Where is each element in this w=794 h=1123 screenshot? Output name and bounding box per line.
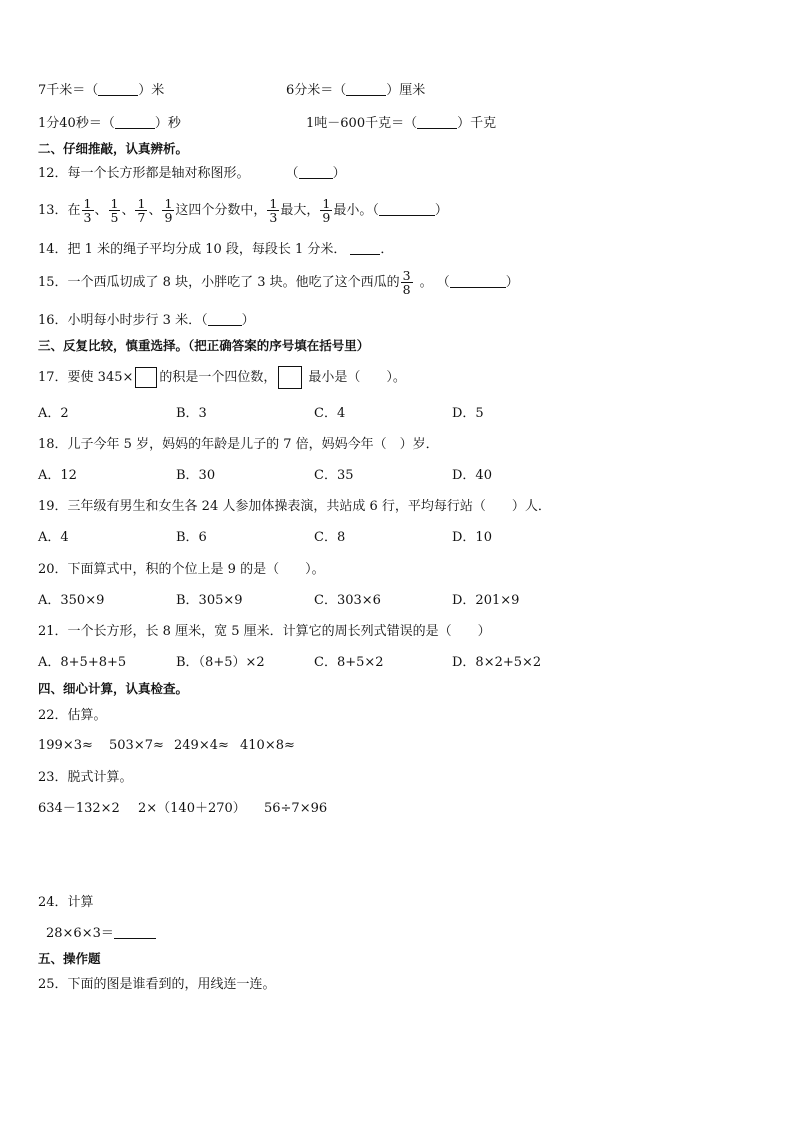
numerator: 1 bbox=[137, 196, 146, 211]
answer-blank[interactable] bbox=[299, 166, 333, 179]
conversion-label: 1吨－600千克＝（ bbox=[306, 116, 418, 131]
question-text: 最小。（ bbox=[333, 203, 379, 218]
estimate-item: 503×7≈ bbox=[109, 738, 164, 753]
question-16 bbox=[38, 313, 255, 329]
section-5-title: 五、操作题 bbox=[38, 951, 101, 966]
question-12 bbox=[38, 166, 346, 182]
option-c[interactable]: C．4 bbox=[314, 406, 346, 421]
question-text: ． bbox=[380, 242, 394, 257]
denominator: 7 bbox=[137, 210, 146, 225]
section-3-title: 三、反复比较，慎重选择。（把正确答案的序号填在括号里） bbox=[38, 338, 370, 353]
option-a[interactable]: A．12 bbox=[38, 468, 77, 483]
separator: 、 bbox=[121, 203, 135, 218]
answer-blank[interactable] bbox=[98, 83, 138, 96]
question-13 bbox=[38, 194, 448, 228]
option-d[interactable]: D．201×9 bbox=[452, 593, 520, 608]
fraction bbox=[267, 197, 279, 224]
question-text: 。 （ bbox=[419, 275, 450, 290]
conversion-ton bbox=[306, 116, 496, 132]
question-text: 这四个分数中， bbox=[175, 203, 267, 218]
section-4-title: 四、细心计算，认真检查。 bbox=[38, 681, 189, 696]
estimate-item: 199×3≈ bbox=[38, 738, 93, 753]
option-b[interactable]: B．6 bbox=[176, 530, 207, 545]
question-text: 17．要使 345× bbox=[38, 370, 134, 385]
section-2-title: 二、仔细推敲，认真辨析。 bbox=[38, 141, 189, 156]
question-text: 14．把 1 米的绳子平均分成 10 段，每段长 1 分米． bbox=[38, 242, 347, 257]
fraction bbox=[109, 197, 121, 224]
question-21: 21．一个长方形，长 8 厘米，宽 5 厘米．计算它的周长列式错误的是（ ） bbox=[38, 624, 491, 639]
question-20: 20．下面算式中，积的个位上是 9 的是（ ）。 bbox=[38, 562, 325, 577]
option-c[interactable]: C．35 bbox=[314, 468, 354, 483]
conversion-unit: ）米 bbox=[138, 83, 165, 98]
question-text: 的积是一个四位数， bbox=[159, 370, 277, 385]
option-b[interactable]: B．30 bbox=[176, 468, 216, 483]
question-text: 最大， bbox=[280, 203, 320, 218]
question-25: 25．下面的图是谁看到的，用线连一连。 bbox=[38, 977, 276, 992]
denominator: 9 bbox=[164, 210, 173, 225]
option-d[interactable]: D．10 bbox=[452, 530, 492, 545]
question-14 bbox=[38, 242, 393, 258]
option-c[interactable]: C．303×6 bbox=[314, 593, 381, 608]
option-b[interactable]: B．305×9 bbox=[176, 593, 243, 608]
option-d[interactable]: D．40 bbox=[452, 468, 492, 483]
fraction bbox=[82, 197, 94, 224]
bracket-close: ） bbox=[332, 166, 346, 181]
expression: 28×6×3＝ bbox=[46, 926, 114, 941]
conversion-label: 6分米＝（ bbox=[286, 83, 347, 98]
answer-blank[interactable] bbox=[346, 83, 386, 96]
numerator: 1 bbox=[110, 196, 119, 211]
fraction bbox=[401, 269, 413, 296]
option-a[interactable]: A．8+5+8+5 bbox=[38, 655, 127, 670]
denominator: 5 bbox=[110, 210, 119, 225]
conversion-unit: ）秒 bbox=[154, 116, 181, 131]
bracket-close: ） bbox=[505, 275, 519, 290]
calc-item: 634－132×2 bbox=[38, 801, 120, 816]
question-23-title: 23．脱式计算。 bbox=[38, 770, 133, 785]
option-d[interactable]: D．5 bbox=[452, 406, 484, 421]
bracket-open: （ bbox=[285, 166, 299, 181]
numerator: 1 bbox=[83, 196, 92, 211]
denominator: 3 bbox=[83, 210, 92, 225]
denominator: 3 bbox=[269, 210, 278, 225]
question-text: 最小是（ ）。 bbox=[308, 370, 406, 385]
option-c[interactable]: C．8+5×2 bbox=[314, 655, 384, 670]
numerator: 1 bbox=[164, 196, 173, 211]
conversion-dm bbox=[286, 83, 425, 99]
estimate-item: 410×8≈ bbox=[240, 738, 295, 753]
fraction bbox=[135, 197, 147, 224]
answer-blank[interactable] bbox=[115, 116, 155, 129]
answer-blank[interactable] bbox=[379, 203, 435, 216]
blank-box[interactable] bbox=[278, 366, 302, 389]
question-19: 19．三年级有男生和女生各 24 人参加体操表演，共站成 6 行，平均每行站（ ）人． bbox=[38, 499, 551, 514]
denominator: 8 bbox=[402, 282, 411, 297]
option-a[interactable]: A．350×9 bbox=[38, 593, 105, 608]
calc-item: 2×（140＋270） bbox=[138, 801, 246, 816]
conversion-label: 7千米＝（ bbox=[38, 83, 99, 98]
answer-blank[interactable] bbox=[350, 242, 380, 255]
conversion-km bbox=[38, 83, 164, 99]
answer-blank[interactable] bbox=[417, 116, 457, 129]
question-17 bbox=[38, 366, 406, 390]
question-text: 12．每一个长方形都是轴对称图形。 bbox=[38, 166, 250, 181]
conversion-unit: ）厘米 bbox=[386, 83, 426, 98]
fraction bbox=[320, 197, 332, 224]
conversion-label: 1分40秒＝（ bbox=[38, 116, 115, 131]
option-d[interactable]: D．8×2+5×2 bbox=[452, 655, 542, 670]
separator: 、 bbox=[94, 203, 108, 218]
numerator: 1 bbox=[322, 196, 331, 211]
question-22-title: 22．估算。 bbox=[38, 708, 107, 723]
bracket-close: ） bbox=[241, 313, 255, 328]
question-24-title: 24．计算 bbox=[38, 895, 94, 910]
conversion-min bbox=[38, 116, 181, 132]
question-15 bbox=[38, 266, 519, 300]
fraction bbox=[162, 197, 174, 224]
separator: 、 bbox=[148, 203, 162, 218]
numerator: 1 bbox=[269, 196, 278, 211]
denominator: 9 bbox=[322, 210, 331, 225]
conversion-unit: ）千克 bbox=[457, 116, 497, 131]
answer-blank[interactable] bbox=[114, 926, 156, 939]
blank-box[interactable] bbox=[135, 367, 157, 388]
option-b[interactable]: B．3 bbox=[176, 406, 207, 421]
option-a[interactable]: A．4 bbox=[38, 530, 69, 545]
answer-blank[interactable] bbox=[450, 275, 506, 288]
option-b[interactable]: B．（8+5）×2 bbox=[176, 655, 265, 670]
option-a[interactable]: A．2 bbox=[38, 406, 69, 421]
numerator: 3 bbox=[402, 268, 411, 283]
option-c[interactable]: C．8 bbox=[314, 530, 346, 545]
calc-item: 56÷7×96 bbox=[264, 801, 328, 816]
question-text: 16．小明每小时步行 3 米．（ bbox=[38, 313, 208, 328]
estimate-item: 249×4≈ bbox=[174, 738, 229, 753]
question-text: 15．一个西瓜切成了 8 块，小胖吃了 3 块。他吃了这个西瓜的 bbox=[38, 275, 400, 290]
answer-blank[interactable] bbox=[208, 313, 242, 326]
question-18: 18．儿子今年 5 岁，妈妈的年龄是儿子的 7 倍，妈妈今年（ ）岁． bbox=[38, 437, 439, 452]
question-24-expr bbox=[46, 926, 156, 942]
bracket-close: ） bbox=[434, 203, 448, 218]
question-text: 13．在 bbox=[38, 203, 81, 218]
